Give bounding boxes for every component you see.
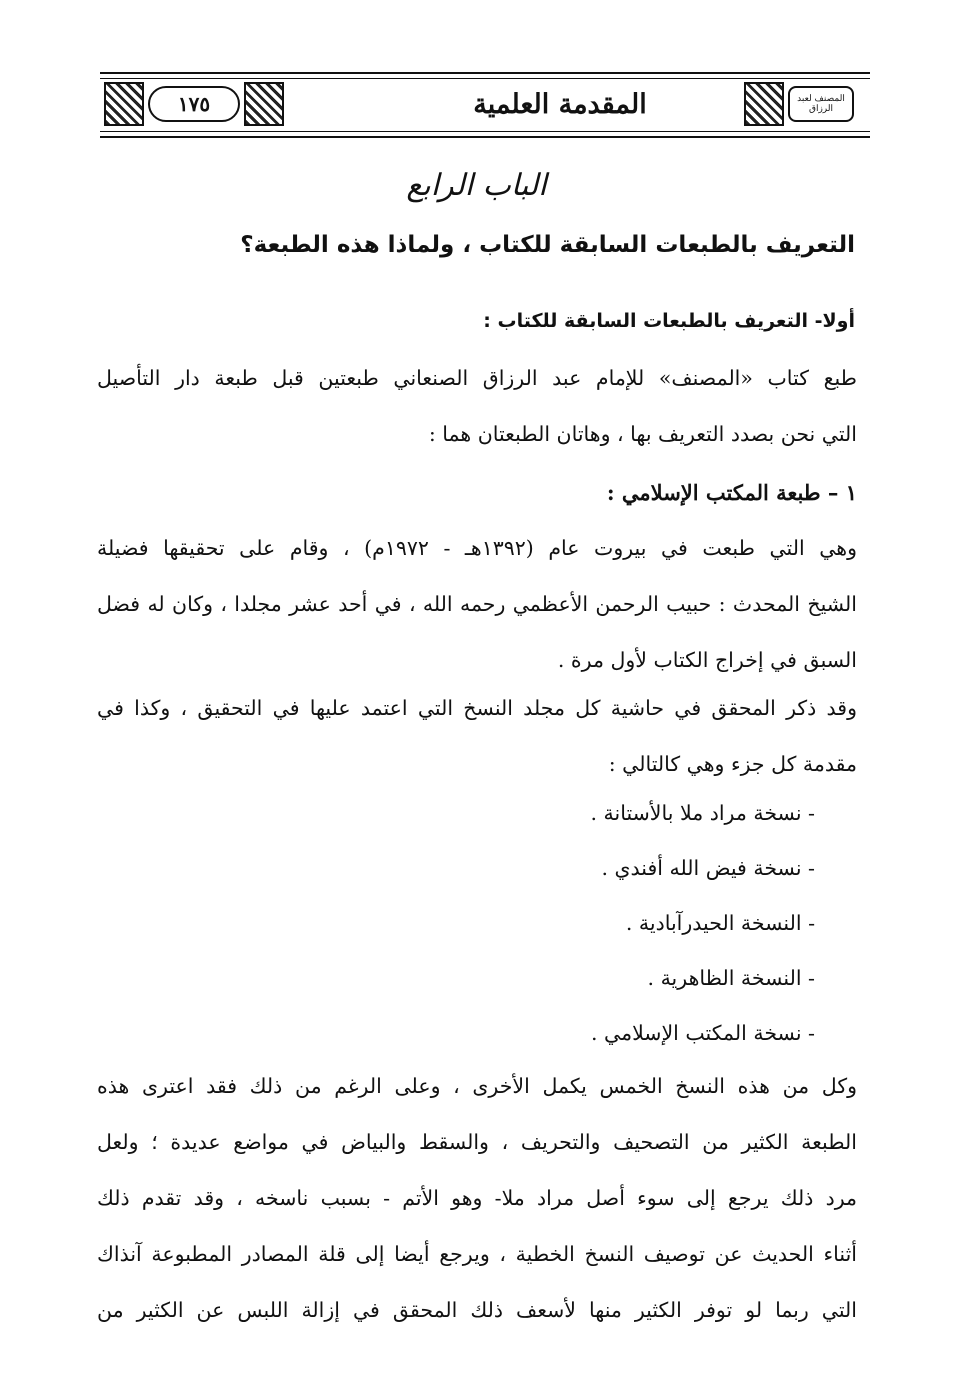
running-header: [100, 72, 870, 138]
text-line: وهي التي طبعت في بيروت عام (١٣٩٢هـ - ١٩٧٢م) ، وقام على تحقيقها فضيلة: [97, 536, 857, 560]
paragraph-assessment: [97, 1058, 857, 1338]
text-line: مرد ذلك يرجع إلى سوء أصل مراد ملا- وهو الأتم - بسبب ناسخه ، وقد تقدم ذلك: [97, 1186, 857, 1210]
text-line: مقدمة كل جزء وهي كالتالي :: [608, 752, 857, 776]
text-line: وقد ذكر المحقق في حاشية كل مجلد النسخ التي اعتمد عليها في التحقيق ، وكذا في: [97, 696, 857, 720]
text-line: أثناء الحديث عن توصيف النسخ الخطية ، ويرجع أيضا إلى قلة المصادر المطبوعة آنذاك: [97, 1242, 857, 1266]
ornament-right-2: [744, 82, 784, 126]
list-item: - النسخة الحيدرآبادية .: [625, 911, 815, 935]
text-line: السبق في إخراج الكتاب لأول مرة .: [557, 648, 857, 672]
manuscript-list: [590, 786, 815, 1061]
text-line: التي نحن بصدد التعريف بها ، وهاتان الطبعتان هما :: [428, 422, 857, 446]
subheading-first: أولا- التعريف بالطبعات السابقة للكتاب :: [483, 310, 855, 332]
list-item: - نسخة المكتب الإسلامي .: [590, 1021, 815, 1045]
page-number: ١٧٥: [148, 86, 240, 122]
paragraph-manuscripts-intro: [97, 680, 857, 792]
logo-text: المصنف لعبد الرزاق: [797, 94, 845, 114]
text-line: الشيخ المحدث : حبيب الرحمن الأعظمي رحمه الله ، في أحد عشر مجلدا ، وكان له فضل: [97, 592, 857, 616]
list-item: - نسخة فيض الله أفندي .: [601, 856, 815, 880]
ornament-left-2: [244, 82, 284, 126]
section-title: التعريف بالطبعات السابقة للكتاب ، ولماذا هذه الطبعة؟: [240, 232, 855, 258]
text-line: التي ربما لو توفر الكثير منها لأسعف ذلك المحقق في إزالة اللبس عن الكثير من: [97, 1298, 857, 1322]
running-title: المقدمة العلمية: [473, 89, 647, 120]
paragraph-intro: [97, 350, 857, 462]
ornament-left-1: [104, 82, 144, 126]
logo-seal: [788, 86, 854, 122]
list-item: - النسخة الظاهرية .: [647, 966, 815, 990]
list-item: - نسخة مراد ملا بالأستانة .: [590, 801, 815, 825]
text-line: وكل من هذه النسخ الخمس يكمل الأخرى ، وعلى الرغم من ذلك فقد اعترى هذه: [97, 1074, 857, 1098]
chapter-heading: الباب الرابع: [406, 168, 547, 203]
paragraph-edition: [97, 520, 857, 688]
subheading-second: ١ – طبعة المكتب الإسلامي :: [606, 480, 857, 505]
text-line: الطبعة الكثير من التصحيف والتحريف ، والسقط والبياض في مواضع عديدة ؛ ولعل: [97, 1130, 857, 1154]
text-line: طبع كتاب «المصنف» للإمام عبد الرزاق الصنعاني طبعتين قبل طبعة دار التأصيل: [97, 366, 857, 390]
